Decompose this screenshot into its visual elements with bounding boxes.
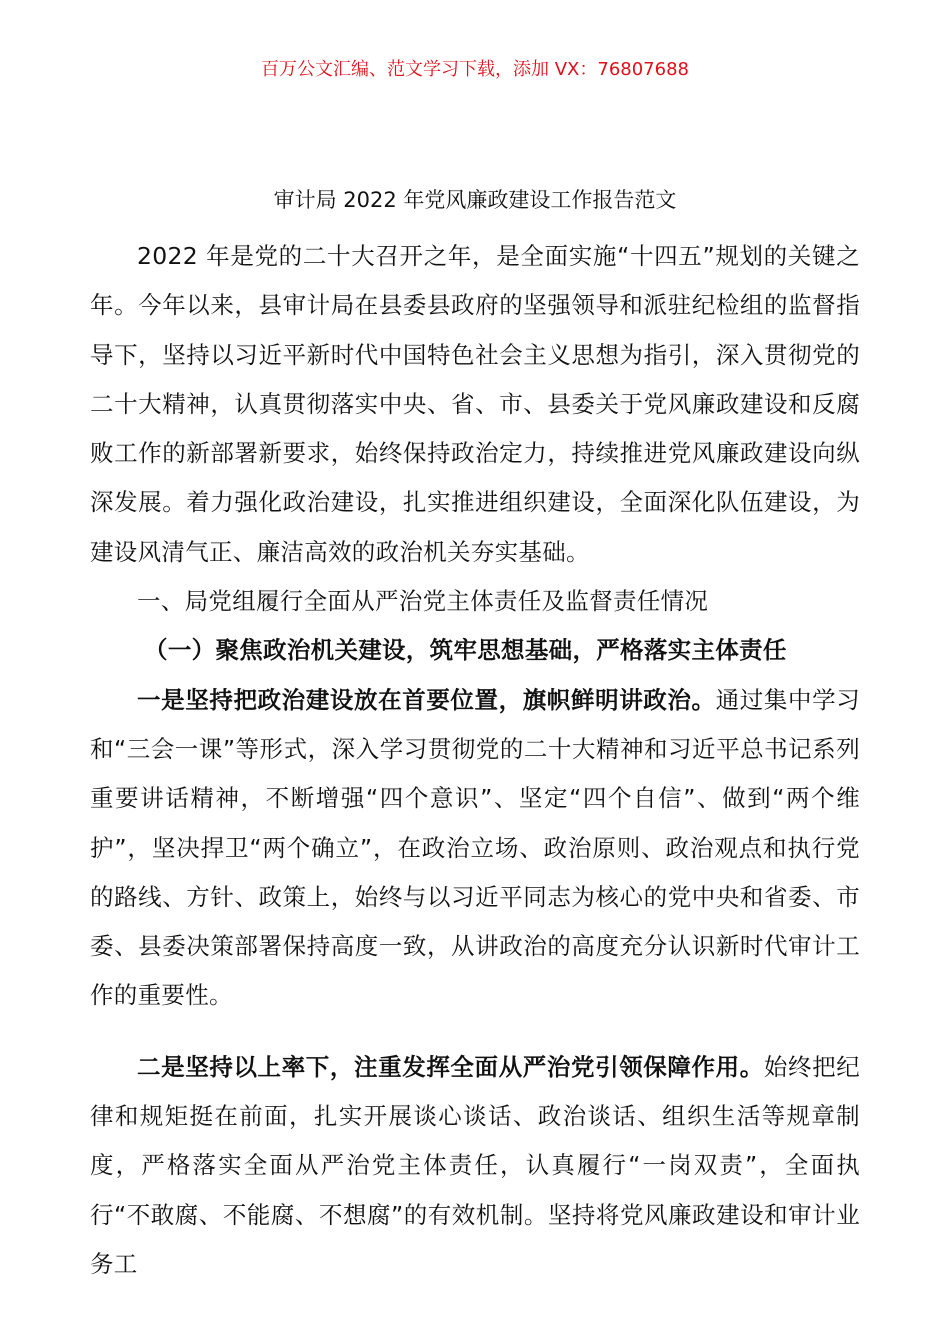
document-title: 审计局 2022 年党风廉政建设工作报告范文 [273, 188, 677, 212]
item-1-lead: 一是坚持把政治建设放在首要位置，旗帜鲜明讲政治。 [137, 685, 716, 714]
intro-paragraph: 2022 年是党的二十大召开之年，是全面实施“十四五”规划的关键之年。今年以来，县审计局在县委县政府的坚强领导和派驻纪检组的监督指导下，坚持以习近平新时代中国特色社会主义思想为指引，深入贯彻党的二十大精神，认真贯彻落实中央、省、市、县委关于党风廉政建设和反腐败工作的新部署新要求，始终保持政治定力，持续推进党风廉政建设向纵深发展。着力强化政治建设，扎实推进组织建设，全面深化队伍建设，为建设风清气正、廉洁高效的政治机关夯实基础。 [90, 242, 860, 566]
watermark-header: 百万公文汇编、范文学习下载，添加 VX：76807688 [261, 59, 689, 80]
item-1-body: 通过集中学习和“三会一课”等形式，深入学习贯彻党的二十大精神和习近平总书记系列重要讲话精神，不断增强“四个意识”、坚定“四个自信”、做到“两个维护”，坚决捍卫“两个确立”，在政治立场、政治原则、政治观点和执行党的路线、方针、政策上，始终与以习近平同志为核心的党中央和省委、市委、县委决策部署保持高度一致，从讲政治的高度充分认识新时代审计工作的重要性。 [90, 685, 860, 1010]
item-2-body: 始终把纪律和规矩挺在前面，扎实开展谈心谈话、政治谈话、组织生活等规章制度，严格落实全面从严治党主体责任，认真履行“一岗双责”，全面执行“不敢腐、不能腐、不想腐”的有效机制。坚持将党风廉政建设和审计业务工 [90, 1052, 860, 1278]
item-1-paragraph [90, 676, 860, 1021]
section-heading-1: 一、局党组履行全面从严治党主体责任及监督责任情况 [137, 587, 709, 616]
item-2-lead: 二是坚持以上率下，注重发挥全面从严治党引领保障作用。 [137, 1052, 764, 1081]
item-2-paragraph [90, 1043, 860, 1289]
paragraph-spacer [90, 1021, 860, 1043]
subsection-heading-1: （一）聚焦政治机关建设，筑牢思想基础，严格落实主体责任 [144, 636, 787, 665]
document-body [90, 232, 860, 1289]
